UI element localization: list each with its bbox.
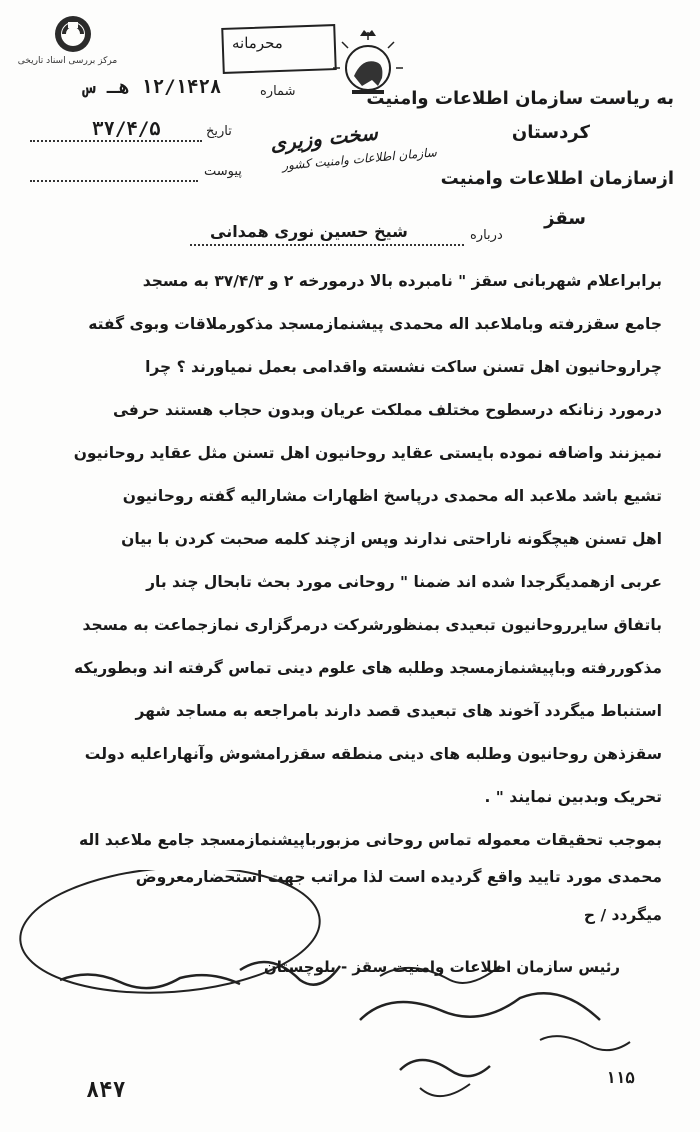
stamp-text: محرمانه: [232, 34, 283, 52]
body-line: عربی ازهمدیگرجدا شده اند ضمنا " روحانی مورد بحث تابحال چند بار: [146, 573, 662, 591]
body-line: جامع سقزرفته وباملاعبد اله محمدی پیشنمازمسجد مذکورملاقات وبوی گفته: [88, 315, 662, 333]
subject-dotted-line: [190, 244, 464, 246]
body-line: چراروحانیون اهل تسنن ساکت نشسته واقدامی بعمل نمیاورند ؟ چرا: [145, 358, 662, 376]
date-dotted-line: [30, 140, 202, 142]
archive-logo-caption: مرکز بررسی اسناد تاریخی: [17, 56, 118, 66]
body-line: برابراعلام شهربانی سقز " نامبرده بالا درمورخه ۲ و ۳۷/۴/۳ به مسجد: [142, 272, 662, 290]
org-signature: سخت وزیری: [269, 120, 379, 156]
body-line: تحریک وبدبین نمایند " .: [484, 788, 662, 806]
file-number: ۸۴۷: [86, 1078, 126, 1103]
org-subtitle: سازمان اطلاعات وامنیت کشور: [281, 145, 438, 173]
from-line: ازسازمان اطلاعات وامنیت: [440, 168, 674, 189]
body-line: محمدی مورد تایید واقع گردیده است لذا مراتب جهت استحضارمعروض: [135, 868, 662, 886]
attachment-dotted-line: [30, 180, 198, 182]
number-value: ۱۲/۱۴۲۸ هـ س: [84, 76, 222, 98]
body-line: میگردد / ح: [583, 906, 662, 924]
number-label: شماره: [260, 84, 296, 99]
body-line: مذکوررفته وباپیشنمازمسجد وطلبه های علوم دینی تماس گرفته اند وبطوریکه: [73, 659, 662, 677]
body-line: نمیزنند واضافه نموده بایستی عقاید روحانیون اهل تسنن مثل عقاید روحانیون: [73, 444, 662, 462]
date-label: تاریخ: [206, 124, 232, 139]
body-line: اهل تسنن هیچگونه ناراحتی ندارند وپس ازچند کلمه صحبت کردن با بیان: [121, 530, 662, 548]
from-place: سقز: [544, 208, 586, 229]
body-line: بموجب تحقیقات معموله تماس روحانی مزبورباپیشنمازمسجد جامع ملاعبد اله: [78, 831, 662, 849]
body-line: تشیع باشد ملاعبد اله محمدی درپاسخ اظهارات مشارالیه گفته روحانیون: [122, 487, 662, 505]
body-line: استنباط میگردد آخوند های تبعیدی قصد دارند بامراجعه به مساجد شهر: [135, 702, 662, 720]
subject-label: درباره: [470, 228, 503, 243]
body-line: درمورد زنانکه درسطوح مختلف مملکت عریان وبدون حجاب هستند حرفی: [112, 401, 662, 419]
to-line: به ریاست سازمان اطلاعات وامنیت: [366, 88, 674, 109]
subject-value: شیخ حسین نوری همدانی: [210, 222, 408, 241]
to-place: کردستان: [511, 122, 590, 143]
reference-number: ۱۱۵: [606, 1068, 635, 1087]
body-line: سقزذهن روحانیون وطلبه های دینی منطقه سقزرامشوش وآنهاراعلیه دولت: [84, 745, 662, 763]
attachment-label: پیوست: [204, 164, 242, 179]
signer-title: رئیس سازمان اطلاعات وامنیت سقز - بلوچستان: [263, 958, 620, 976]
body-line: باتفاق سایرروحانیون تبعیدی بمنظورشرکت درمرگزاری نمازجماعت به مسجد: [82, 616, 662, 634]
date-value: ۳۷/۴/۵: [92, 118, 161, 140]
